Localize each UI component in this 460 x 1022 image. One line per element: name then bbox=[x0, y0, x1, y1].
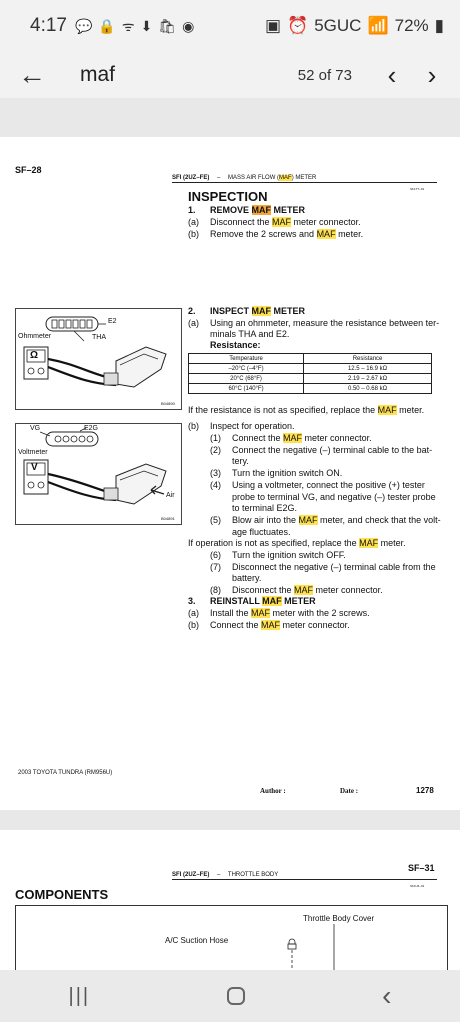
footer-date: Date : bbox=[340, 787, 359, 795]
highlight-maf: MAF bbox=[377, 405, 397, 415]
status-bar bbox=[0, 0, 460, 52]
previous-match-button[interactable] bbox=[372, 52, 412, 98]
header-left: SFI (2UZ–FE) bbox=[172, 175, 210, 181]
table-header: Resistance bbox=[304, 354, 432, 364]
highlight-maf: MAF bbox=[298, 515, 318, 525]
step-3-heading bbox=[210, 596, 316, 607]
step-2b4-number: (4) bbox=[210, 480, 221, 490]
sim-icon: ▣ bbox=[264, 16, 282, 35]
step-1-pre: REMOVE bbox=[210, 205, 252, 215]
step-2b1 bbox=[232, 433, 372, 444]
highlight-maf: MAF bbox=[272, 217, 292, 227]
volt-icon: V bbox=[31, 462, 38, 473]
step-2b1-number: (1) bbox=[210, 433, 221, 443]
step-1a-pre: Disconnect the bbox=[210, 217, 273, 227]
android-nav-bar bbox=[0, 970, 460, 1022]
step-2-post: METER bbox=[271, 306, 306, 316]
resistance-note bbox=[188, 405, 424, 416]
table-row bbox=[189, 384, 432, 394]
table-header-row bbox=[189, 354, 432, 364]
step-2b7-number: (7) bbox=[210, 562, 221, 572]
header-left: SFI (2UZ–FE) bbox=[172, 872, 210, 878]
arrow-left-icon: ← bbox=[18, 59, 46, 90]
label-vg: VG bbox=[30, 425, 41, 432]
table-cell: 2.19 – 2.67 kΩ bbox=[304, 374, 432, 384]
back-button[interactable] bbox=[0, 52, 64, 98]
pdf-page-1278[interactable] bbox=[0, 137, 460, 810]
step-2b3-number: (3) bbox=[210, 468, 221, 478]
step-2b2-number: (2) bbox=[210, 445, 221, 455]
step-1-number: 1. bbox=[188, 205, 196, 215]
page-gap bbox=[0, 810, 460, 830]
step-2a-line2: minals THA and E2. bbox=[210, 329, 290, 339]
label-voltmeter: Voltmeter bbox=[18, 449, 48, 456]
page-header bbox=[172, 175, 437, 183]
footer-model: 2003 TOYOTA TUNDRA (RM956U) bbox=[18, 770, 113, 776]
lock-icon: 🔒 bbox=[98, 17, 116, 34]
wifi-icon: ᯤ bbox=[121, 17, 135, 34]
ref-code: SF1U6–01 bbox=[410, 884, 425, 888]
search-term[interactable]: maf bbox=[80, 63, 116, 86]
step-2b1-post: meter connector. bbox=[302, 433, 372, 443]
label-ac-suction-hose: A/C Suction Hose bbox=[165, 936, 229, 945]
label-ohmmeter: Ohmmeter bbox=[18, 333, 52, 340]
label-e2: E2 bbox=[108, 318, 117, 325]
label-air: Air bbox=[166, 492, 175, 499]
network-type: 5GUC bbox=[314, 16, 362, 35]
step-2b1-pre: Connect the bbox=[232, 433, 284, 443]
step-2a-line1: Using an ohmmeter, measure the resistance between ter- bbox=[210, 318, 440, 328]
step-2a-label: (a) bbox=[188, 318, 199, 328]
step-1b-label: (b) bbox=[188, 229, 199, 239]
step-2b8-number: (8) bbox=[210, 585, 221, 595]
next-match-button[interactable] bbox=[412, 52, 452, 98]
match-count: 52 of 73 bbox=[297, 66, 352, 84]
step-3-post: METER bbox=[281, 596, 316, 606]
page-title: COMPONENTS bbox=[15, 887, 109, 902]
table-row bbox=[189, 374, 432, 384]
step-3a-pre: Install the bbox=[210, 608, 252, 618]
home-button[interactable] bbox=[227, 987, 245, 1005]
ohmmeter-illustration bbox=[16, 309, 181, 409]
header-highlight: MAF bbox=[279, 175, 292, 181]
step-2b-label: (b) bbox=[188, 421, 199, 431]
voltmeter-illustration bbox=[16, 424, 181, 524]
chevron-left-icon: ‹ bbox=[387, 59, 397, 90]
step-3b-post: meter connector. bbox=[280, 620, 350, 630]
step-2-pre: INSPECT bbox=[210, 306, 252, 316]
status-time: 4:17 bbox=[30, 15, 67, 36]
step-2b: Inspect for operation. bbox=[210, 421, 295, 431]
label-throttle-body-cover: Throttle Body Cover bbox=[303, 914, 375, 923]
step-2b4-line3: to terminal E2G. bbox=[232, 503, 298, 513]
section-code: SF–31 bbox=[408, 863, 435, 873]
resistance-table bbox=[188, 353, 432, 394]
step-2b2-line2: tery. bbox=[232, 456, 249, 466]
step-1b bbox=[210, 229, 363, 240]
operation-note bbox=[188, 538, 406, 549]
table-cell: 0.50 – 0.68 kΩ bbox=[304, 384, 432, 394]
ref-code: SF1TT–01 bbox=[410, 187, 425, 191]
step-2b5-number: (5) bbox=[210, 515, 221, 525]
step-1a-label: (a) bbox=[188, 217, 199, 227]
step-3a-label: (a) bbox=[188, 608, 199, 618]
ohmmeter-diagram bbox=[15, 308, 182, 410]
step-2-heading bbox=[210, 306, 305, 317]
highlight-maf: MAF bbox=[359, 538, 379, 548]
battery-icon: ▮ bbox=[434, 16, 444, 35]
table-row bbox=[189, 364, 432, 374]
step-2b5-post: meter, and check that the volt- bbox=[317, 515, 441, 525]
step-2b5-pre: Blow air into the bbox=[232, 515, 299, 525]
step-1a-post: meter connector. bbox=[291, 217, 361, 227]
step-2b8 bbox=[232, 585, 383, 596]
figure-code-2: B04891 bbox=[161, 516, 175, 521]
label-e2g: E2G bbox=[84, 425, 99, 432]
section-code: SF–28 bbox=[15, 165, 42, 175]
header-dash: – bbox=[217, 872, 221, 878]
components-illustration bbox=[16, 906, 447, 970]
system-back-button[interactable]: ‹ bbox=[382, 980, 392, 1011]
voltmeter-diagram bbox=[15, 423, 182, 525]
step-2b7-line2: battery. bbox=[232, 573, 262, 583]
chat-icon: 💬 bbox=[74, 17, 93, 34]
step-2b4-line2: probe to terminal VG, and negative (–) tester probe bbox=[232, 492, 436, 502]
step-2b5-line2: age fluctuates. bbox=[232, 527, 291, 537]
step-2-number: 2. bbox=[188, 306, 196, 316]
operation-note-pre: If operation is not as specified, replace the bbox=[188, 538, 360, 548]
step-2b6-number: (6) bbox=[210, 550, 221, 560]
pdf-page-next[interactable] bbox=[0, 830, 460, 970]
highlight-maf: MAF bbox=[261, 620, 281, 630]
step-1a bbox=[210, 217, 361, 228]
resistance-note-post: meter. bbox=[396, 405, 425, 415]
label-tha: THA bbox=[92, 334, 106, 341]
signal-icon: 📶 bbox=[367, 16, 389, 35]
page-gap bbox=[0, 98, 460, 137]
step-3a-post: meter with the 2 screws. bbox=[270, 608, 370, 618]
resistance-note-pre: If the resistance is not as specified, replace the bbox=[188, 405, 378, 415]
step-1b-pre: Remove the 2 screws and bbox=[210, 229, 317, 239]
table-cell: 12.5 – 16.9 kΩ bbox=[304, 364, 432, 374]
step-1-post: METER bbox=[271, 205, 306, 215]
figure-code-1: B04890 bbox=[161, 401, 175, 406]
page-header bbox=[172, 872, 437, 880]
step-2b3: Turn the ignition switch ON. bbox=[232, 468, 343, 478]
step-3b-label: (b) bbox=[188, 620, 199, 630]
find-toolbar bbox=[0, 52, 460, 98]
header-right-pre: MASS AIR FLOW ( bbox=[228, 175, 280, 181]
highlight-maf: MAF bbox=[262, 596, 282, 606]
step-2b6: Turn the ignition switch OFF. bbox=[232, 550, 346, 560]
step-1-heading bbox=[210, 205, 305, 216]
step-3b-pre: Connect the bbox=[210, 620, 262, 630]
recent-apps-button[interactable]: ||| bbox=[68, 984, 91, 1007]
step-3-pre: REINSTALL bbox=[210, 596, 263, 606]
footer-page-number: 1278 bbox=[416, 786, 434, 795]
download-icon: ⬇ bbox=[140, 17, 153, 34]
header-dash: – bbox=[217, 175, 221, 181]
highlight-maf: MAF bbox=[251, 608, 271, 618]
table-cell: 20°C (68°F) bbox=[189, 374, 304, 384]
header-right: THROTTLE BODY bbox=[227, 872, 279, 878]
chevron-right-icon: › bbox=[427, 59, 437, 90]
alarm-icon: ⏰ bbox=[287, 16, 309, 35]
step-3a bbox=[210, 608, 370, 619]
page-title: INSPECTION bbox=[188, 189, 268, 204]
resistance-label: Resistance: bbox=[210, 340, 261, 350]
header-right-post: ) METER bbox=[291, 175, 317, 181]
step-3-number: 3. bbox=[188, 596, 196, 606]
shopping-bag-icon: 🛍 bbox=[158, 17, 177, 34]
omega-icon: Ω bbox=[30, 350, 39, 361]
battery-level: 72% bbox=[394, 16, 429, 35]
table-cell: 60°C (140°F) bbox=[189, 384, 304, 394]
footer-author: Author : bbox=[260, 787, 286, 795]
step-2b8-pre: Disconnect the bbox=[232, 585, 295, 595]
step-2b7-line1: Disconnect the negative (–) terminal cable from the bbox=[232, 562, 436, 572]
step-3b bbox=[210, 620, 350, 631]
step-2b2-line1: Connect the negative (–) terminal cable to the bat- bbox=[232, 445, 433, 455]
operation-note-post: meter. bbox=[378, 538, 406, 548]
highlight-maf: MAF bbox=[251, 205, 272, 215]
table-cell: –20°C (–4°F) bbox=[189, 364, 304, 374]
alert-icon: ◉ bbox=[182, 17, 195, 34]
step-2b4-line1: Using a voltmeter, connect the positive (+) tester bbox=[232, 480, 425, 490]
highlight-maf: MAF bbox=[283, 433, 303, 443]
highlight-maf: MAF bbox=[316, 229, 336, 239]
step-2b5 bbox=[232, 515, 441, 526]
highlight-maf: MAF bbox=[251, 306, 272, 316]
step-2b8-post: meter connector. bbox=[313, 585, 383, 595]
table-header: Temperature bbox=[189, 354, 304, 364]
step-1b-post: meter. bbox=[335, 229, 364, 239]
components-diagram bbox=[15, 905, 448, 970]
highlight-maf: MAF bbox=[294, 585, 314, 595]
